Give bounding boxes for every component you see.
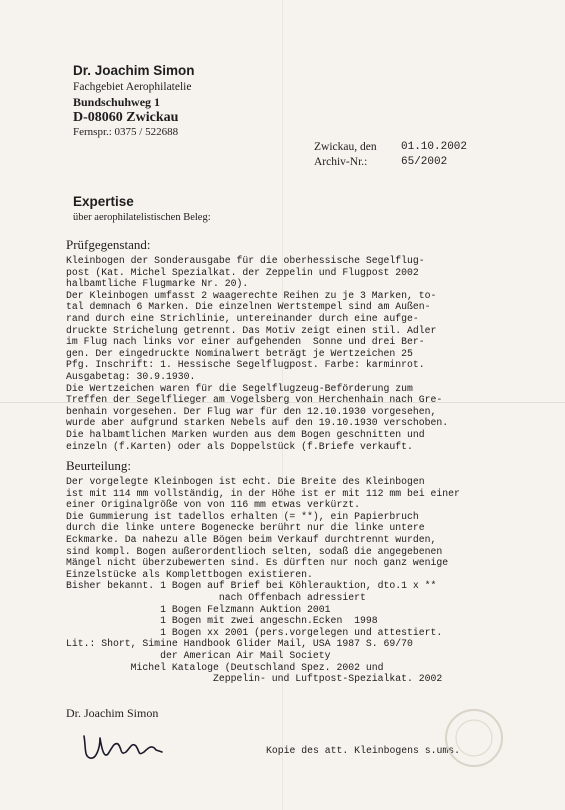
archive-value: 65/2002 <box>401 156 448 168</box>
pruefgegenstand-text: Kleinbogen der Sonderausgabe für die oberhessische Segelflug- post (Kat. Michel Spezialkat. der Zeppelin und Flugpost 2002 halbamtliche Flugmarke Nr. 20). Der Kleinbogen umfasst 2 waagerechte Reihen zu je 3 Marken, to- tal demnach 6 Marken. Die einzelnen Wertstempel sind am Außen- rand durch eine Strichlinie, untereinander durch eine aufge- druckte Strichelung getrennt. Das Motiv zeigt einen stil. Adler im Flug nach links vor einer aufgehenden Sonne und drei Ber- gen. Der eingedruckte Nominalwert beträgt je Wertzeichen 25 Pfg. Inschrift: 1. Hessische Segelflugpost. Farbe: karminrot. Ausgabetag: 30.9.1930. Die Wertzeichen waren für die Segelflugzeug-Beförderung zum Treffen der Segelflieger am Vogelsberg von Herchenhain nach Gre- benhain vorgesehen. Der Flug war für den 12.10.1930 vorgesehen, wurde aber aufgrund starken Nebels auf den 19.10.1930 verschoben. Die halbamtlichen Marken wurden aus dem Bogen geschnitten und einzeln (f.Karten) oder als Doppelstück (f.Briefe verkauft. <box>66 255 449 452</box>
expertise-title: Expertise <box>73 194 134 209</box>
beurteilung-text: Der vorgelegte Kleinbogen ist echt. Die Breite des Kleinbogen ist mit 114 mm vollständig, in der Höhe ist er mit 112 mm bei einer einer Originalgröße von von 116 mm etwas verkürzt. Die Gummierung ist tadellos erhalten (= **), ein Papierbruch durch die linke untere Bogenecke berührt nur die linke untere Eckmarke. Da nahezu alle Bögen beim Verkauf durchtrennt wurden, sind kompl. Bogen außerordentlioch selten, sodaß die angegebenen Mängel nicht überzubewerten sind. Es dürften nur noch ganz wenige Einzelstücke als Komplettbogen existieren. Bisher bekannt. 1 Bogen auf Brief bei Köhlerauktion, dto.1 x ** nach Offenbach adressiert 1 Bogen Felzmann Auktion 2001 1 Bogen mit zwei angeschn.Ecken 1998 1 Bogen xx 2001 (pers.vorgelegen und attestiert. Lit.: Short, Simine Handbook Glider Mail, USA 1987 S. 69/70 der American Air Mail Society Michel Kataloge (Deutschland Spez. 2002 und Zeppelin- und Luftpost-Spezialkat. 2002 <box>66 476 460 685</box>
copy-note: Kopie des att. Kleinbogens s.ums. <box>266 745 461 756</box>
letterhead-phone: Fernspr.: 0375 / 522688 <box>73 126 179 138</box>
letterhead-city: D-08060 Zwickau <box>73 110 179 125</box>
letterhead-specialty: Fachgebiet Aerophilatelie <box>73 81 192 93</box>
signature-name: Dr. Joachim Simon <box>66 706 159 720</box>
faint-stamp-seal <box>439 703 509 773</box>
handwritten-signature <box>78 728 168 762</box>
date-label: Zwickau, den <box>314 141 377 153</box>
pruefgegenstand-heading: Prüfgegenstand: <box>66 237 151 252</box>
expertise-subtitle: über aerophilatelistischen Beleg: <box>73 212 211 223</box>
archive-label: Archiv-Nr.: <box>314 156 368 168</box>
archive-row <box>314 156 448 168</box>
date-value: 01.10.2002 <box>401 141 468 153</box>
date-row <box>314 141 468 153</box>
letterhead-name: Dr. Joachim Simon <box>73 63 195 78</box>
beurteilung-heading: Beurteilung: <box>66 458 131 473</box>
letterhead-street: Bundschuhweg 1 <box>73 95 161 109</box>
